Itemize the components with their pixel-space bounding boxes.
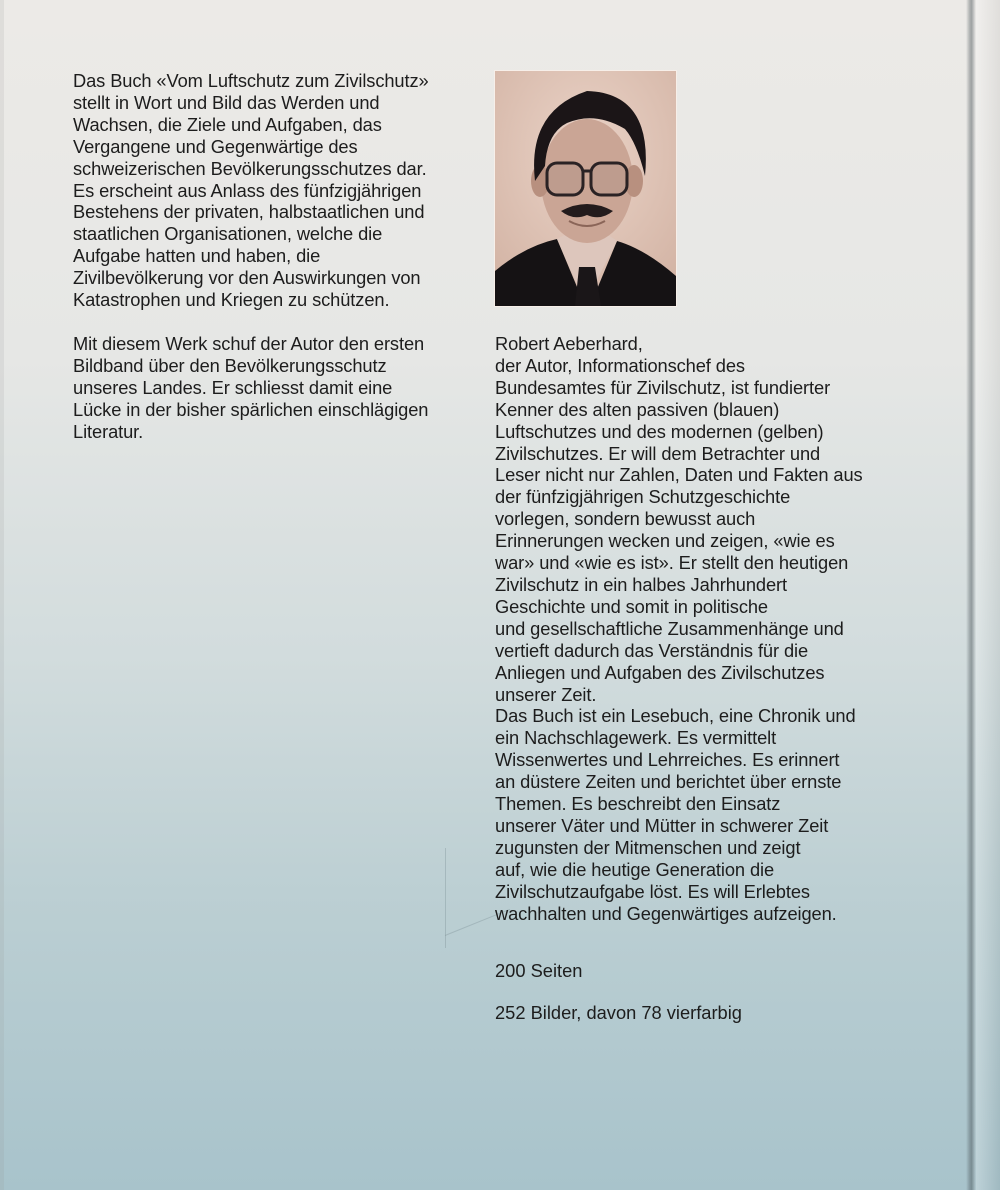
text-line: unseres Landes. Er schliesst damit eine (73, 376, 393, 398)
text-line: Wachsen, die Ziele und Aufgaben, das (73, 113, 382, 135)
text-line: Das Buch ist ein Lesebuch, eine Chronik und (495, 705, 856, 727)
text-line: Bildband über den Bevölkerungsschutz (73, 354, 387, 376)
spine-groove (966, 0, 976, 1190)
text-line: war» und «wie es ist». Er stellt den heutigen (495, 552, 849, 574)
text-line: Zivilschutzaufgabe löst. Es will Erlebtes (495, 880, 810, 902)
text-line: Bestehens der privaten, halbstaatlichen und (73, 201, 425, 223)
text-line: schweizerischen Bevölkerungsschutzes dar. (73, 157, 427, 179)
text-line: vertieft dadurch das Verständnis für die (495, 639, 809, 661)
text-line: unserer Zeit. (495, 683, 597, 705)
text-line: Zivilschutz in ein halbes Jahrhundert (495, 573, 788, 595)
text-line: Zivilschutzes. Er will dem Betrachter und (495, 442, 821, 464)
text-line: Bundesamtes für Zivilschutz, ist fundierter (495, 376, 831, 398)
text-line: Mit diesem Werk schuf der Autor den ersten (73, 332, 425, 354)
text-line: staatlichen Organisationen, welche die (73, 223, 383, 245)
author-name-line: Robert Aeberhard, (495, 333, 643, 354)
text-line: Aufgabe hatten und haben, die (73, 245, 321, 267)
text-line: an düstere Zeiten und berichtet über ernste (495, 771, 842, 793)
text-line: stellt in Wort und Bild das Werden und (73, 91, 380, 113)
author-bio-column (495, 333, 915, 924)
text-line: zugunsten der Mitmenschen und zeigt (495, 836, 801, 858)
text-line: unserer Väter und Mütter in schwerer Zeit (495, 814, 829, 836)
text-line: Kenner des alten passiven (blauen) (495, 398, 780, 420)
intro-paragraph (73, 70, 483, 311)
text-line: auf, wie die heutige Generation die (495, 858, 775, 880)
text-line: der fünfzigjährigen Schutzgeschichte (495, 486, 791, 508)
text-line: Wissenwertes und Lehrreiches. Es erinnert (495, 749, 840, 771)
description-left-column (73, 70, 483, 443)
emboss-mark-vertical (445, 848, 446, 948)
text-line: ein Nachschlagewerk. Es vermittelt (495, 727, 777, 749)
text-line: Erinnerungen wecken und zeigen, «wie es (495, 530, 835, 552)
text-line: Leser nicht nur Zahlen, Daten und Fakten aus (495, 464, 863, 486)
text-line: Vergangene und Gegenwärtige des (73, 135, 358, 157)
text-line: Geschichte und somit in politische (495, 595, 768, 617)
text-line: Luftschutzes und des modernen (gelben) (495, 420, 824, 442)
cover-left-edge (0, 0, 4, 1190)
text-line: Das Buch «Vom Luftschutz zum Zivilschutz» (73, 70, 429, 91)
text-line: wachhalten und Gegenwärtiges aufzeigen. (495, 902, 837, 924)
author-portrait-photo (494, 70, 677, 307)
text-line: Themen. Es beschreibt den Einsatz (495, 793, 781, 815)
image-count: 252 Bilder, davon 78 vierfarbig (495, 1002, 742, 1023)
text-line: vorlegen, sondern bewusst auch (495, 508, 756, 530)
text-line: Es erscheint aus Anlass des fünfzigjährigen (73, 179, 422, 201)
text-line: Zivilbevölkerung vor den Auswirkungen von (73, 267, 421, 289)
text-line: Literatur. (73, 420, 144, 442)
text-line: Anliegen und Aufgaben des Zivilschutzes (495, 661, 825, 683)
text-line: Katastrophen und Kriegen zu schützen. (73, 289, 390, 311)
spine-hinge (976, 0, 1000, 1190)
portrait-illustration (495, 71, 676, 306)
page-count: 200 Seiten (495, 960, 583, 981)
text-line: und gesellschaftliche Zusammenhänge und (495, 617, 844, 639)
text-line: Lücke in der bisher spärlichen einschlägigen (73, 398, 429, 420)
text-line: der Autor, Informationschef des (495, 354, 745, 376)
author-work-paragraph (73, 333, 483, 443)
